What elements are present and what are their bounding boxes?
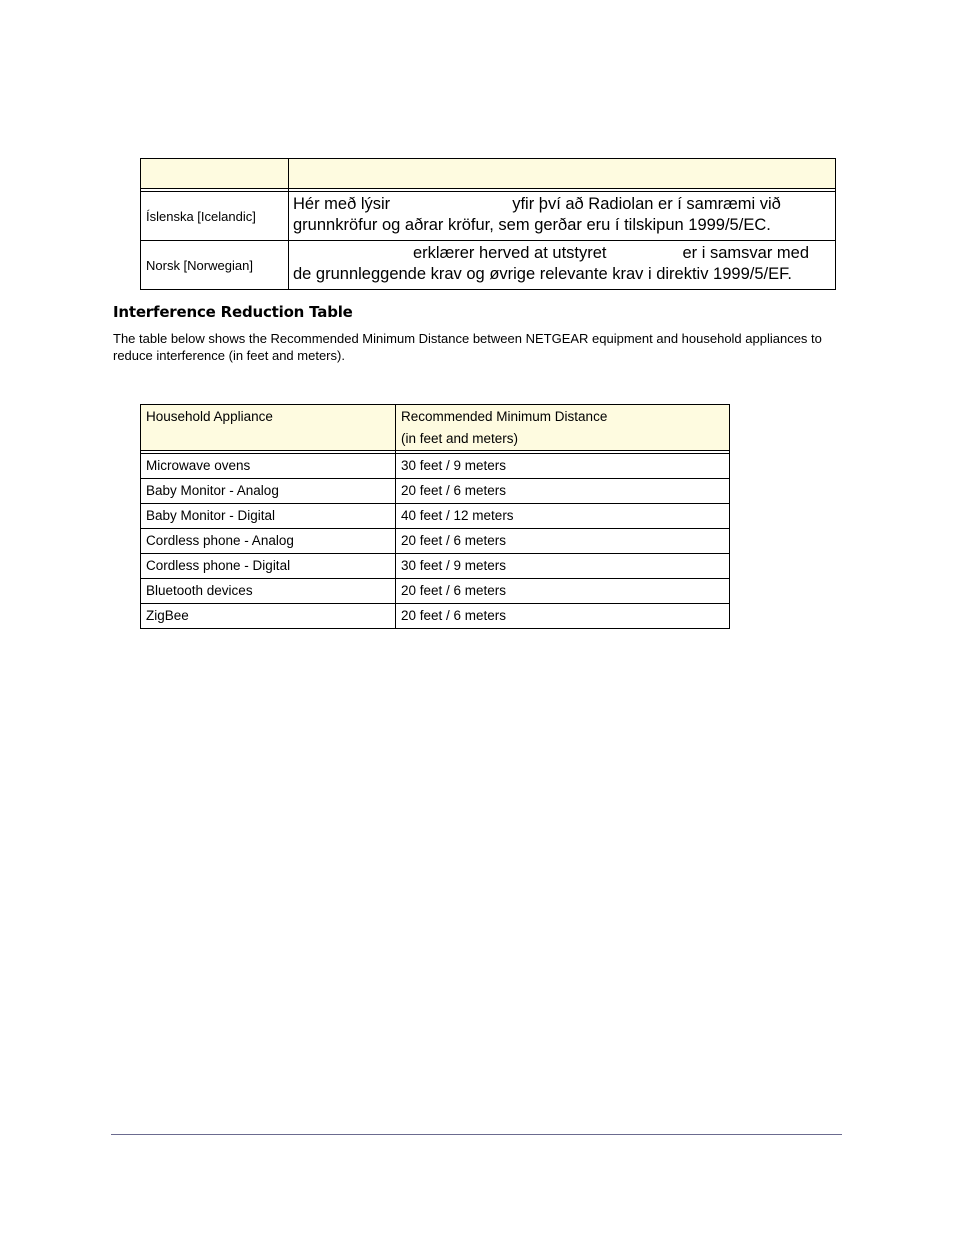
distance-cell: 20 feet / 6 meters [396,529,730,554]
distance-cell: 20 feet / 6 meters [396,579,730,604]
header-recommended-distance [396,405,730,451]
table-row [141,554,730,579]
table-row [141,479,730,504]
appliance-cell: Baby Monitor - Analog [141,479,396,504]
distance-cell: 30 feet / 9 meters [396,454,730,479]
declaration-line-1 [293,194,831,215]
interference-table [140,404,730,629]
declarations-table [140,158,836,290]
interference-header-row [141,405,730,451]
distance-cell: 30 feet / 9 meters [396,554,730,579]
distance-cell: 20 feet / 6 meters [396,604,730,629]
declaration-text [289,241,836,290]
declarations-header-text [289,159,836,189]
declaration-language: Íslenska [Icelandic] [141,192,289,241]
declaration-line-2: de grunnleggende krav og øvrige relevante krav i direktiv 1999/5/EF. [293,265,792,283]
declaration-line-1b: yfir því að Radiolan er í samræmi við [512,195,781,213]
declaration-row-norwegian [141,241,836,290]
header-distance-line-2: (in feet and meters) [401,431,519,446]
header-household-appliance: Household Appliance [141,405,396,451]
declaration-row-icelandic [141,192,836,241]
declarations-header-row [141,159,836,189]
declaration-line-1b: er i samsvar med [682,244,810,262]
appliance-cell: Cordless phone - Digital [141,554,396,579]
appliance-cell: Baby Monitor - Digital [141,504,396,529]
section-intro: The table below shows the Recommended Minimum Distance between NETGEAR equipment and household appliances to reduce interference (in feet and meters). [113,331,822,363]
declaration-line-2: grunnkröfur og aðrar kröfur, sem gerðar eru í tilskipun 1999/5/EC. [293,216,771,234]
table-row [141,504,730,529]
appliance-cell: Microwave ovens [141,454,396,479]
table-row [141,529,730,554]
appliance-cell: Bluetooth devices [141,579,396,604]
declaration-text [289,192,836,241]
table-row [141,454,730,479]
appliance-cell: ZigBee [141,604,396,629]
distance-cell: 20 feet / 6 meters [396,479,730,504]
header-distance-line-1: Recommended Minimum Distance [401,409,608,424]
table-row [141,579,730,604]
section-heading: Interference Reduction Table [113,303,353,321]
declaration-line-1a: erklærer herved at utstyret [413,244,607,262]
declarations-header-language [141,159,289,189]
appliance-cell: Cordless phone - Analog [141,529,396,554]
table-row [141,604,730,629]
declaration-line-1 [293,243,831,264]
declaration-line-1a: Hér með lýsir [293,195,391,213]
distance-cell: 40 feet / 12 meters [396,504,730,529]
declaration-language: Norsk [Norwegian] [141,241,289,290]
footer-rule [111,1134,842,1135]
